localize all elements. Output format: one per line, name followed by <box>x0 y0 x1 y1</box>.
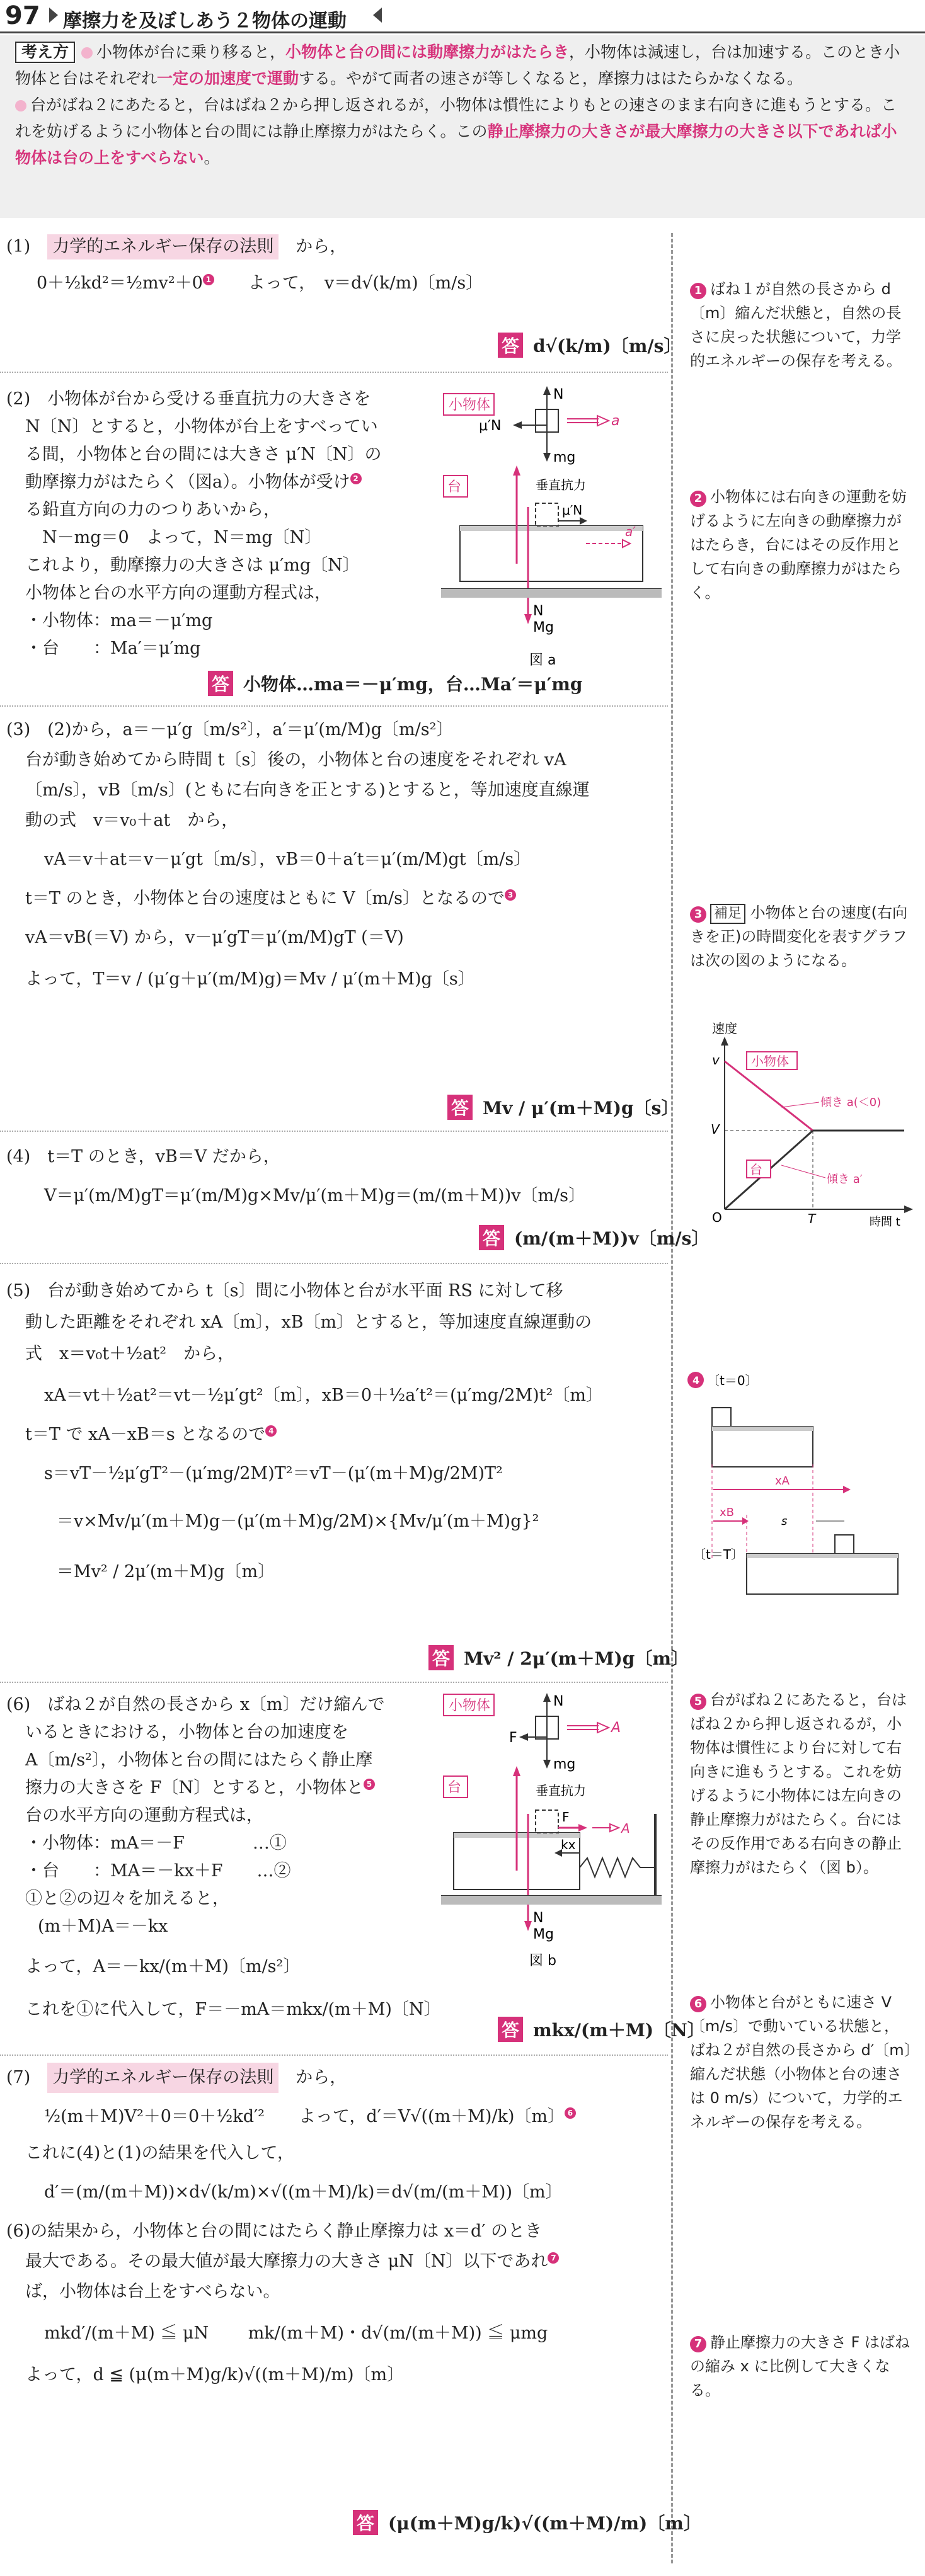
svg-text:kx: kx <box>561 1837 576 1852</box>
svg-text:N: N <box>553 1694 564 1709</box>
section-3: (3) (2)から，a＝－μ′g〔m/s²〕，a′＝μ′(m/M)g〔m/s²〕 台が動き始めてから時間 t〔s〕後の，小物体と台の速度をそれぞれ vA 〔m/s〕，vB〔m/s〕(ともに右向きを正とする)とすると，等加速度直線運 動の式 v＝v₀＋at から， vA＝v＋at＝v－μ′gt〔m/s〕，vB＝0＋a′t＝μ′(m/M)gt〔m/s〕 t＝T のとき，小物体と台の速度はともに V〔m/s〕となるので 3 vA＝vB(＝V) から，v－μ′gT＝μ′(m/M)gT (＝V) よって，T＝v / (μ′g＋μ′(m/M)g)＝Mv / μ′(m＋M)g〔s〕 <box>6 720 590 989</box>
law-label: 力学的エネルギー保存の法則 <box>47 234 279 259</box>
section-7: (7) 力学的エネルギー保存の法則 から， ½(m＋M)V²＋0＝0＋½kd′² よって，d′＝V√((m＋M)/k)〔m〕 6 これに(4)と(1)の結果を代入して， d′＝(m/(m＋M))×d√(k/m)×√((m＋M)/k)＝d√(m/(m＋M))〔m〕 (6)の結果から，小物体と台の間にはたらく静止摩擦力は x＝d′ のとき 最大である。その最大値が最大摩擦力の大きさ μN〔N〕以下であれ 7 ば，小物体は台上をすべらない。 mkd′/(m＋M) ≦ μN mk/(m＋M)・d√(m/(m＋M)) ≦ μmg よって，d ≦ (μ(m＋M)g/k)√((m＋M)/m)〔m〕 <box>6 2063 576 2390</box>
svg-text:F: F <box>562 1809 570 1825</box>
column-divider <box>671 233 673 2563</box>
energy-equation: 0＋½kd²＝½mv²＋0 <box>37 273 203 293</box>
svg-text:小物体: 小物体 <box>751 1054 789 1069</box>
answer-2: 答 小物体…ma＝－μ′mg，台…Ma′＝μ′mg <box>208 671 582 696</box>
answer-6: 答 mkx/(m＋M)〔N〕 <box>498 2017 705 2042</box>
svg-text:速度: 速度 <box>712 1021 737 1036</box>
problem-header <box>0 0 925 33</box>
separator <box>0 372 668 373</box>
problem-title: 摩擦力を及ぼしあう２物体の運動 <box>63 10 347 32</box>
svg-text:N: N <box>533 1910 544 1926</box>
law-label: 力学的エネルギー保存の法則 <box>47 2063 279 2093</box>
svg-text:台: 台 <box>447 479 462 495</box>
svg-text:傾き a′: 傾き a′ <box>827 1173 863 1186</box>
svg-text:O: O <box>712 1210 722 1225</box>
answer-4: 答 (m/(m＋M))v〔m/s〕 <box>479 1225 709 1250</box>
svg-text:N: N <box>553 387 564 402</box>
section-5: (5) 台が動き始めてから t〔s〕間に小物体と台が水平面 RS に対して移 動した距離をそれぞれ xA〔m〕，xB〔m〕とすると，等加速度直線運動の 式 x＝v₀t＋½at² から， xA＝vt＋½at²＝vt－½μ′gt²〔m〕，xB＝0＋½a′t²＝(μ′mg/2M)t²〔m〕 t＝T で xA－xB＝s となるので 4 s＝vT－½μ′gT²－(μ′mg/2M)T²＝vT－(μ′(m＋M)g/2M)T² ＝v×Mv/μ′(m＋M)g－(μ′(m＋M)g/2M)×{Mv/μ′(m＋M)g}² ＝Mv² / 2μ′(m＋M)g〔m〕 <box>6 1281 603 1582</box>
bullet-icon <box>15 100 26 111</box>
svg-text:垂直抗力: 垂直抗力 <box>536 1783 586 1798</box>
svg-text:A: A <box>621 1821 630 1836</box>
separator <box>0 1263 668 1264</box>
problem-number: 97 <box>5 1 40 30</box>
svg-text:mg: mg <box>553 1757 576 1772</box>
object-velocity-line <box>725 1061 813 1131</box>
section-6: (6) ばね２が自然の長さから x〔m〕だけ縮んで いるときにおける，小物体と台の加速度を A〔m/s²〕，小物体と台の間にはたらく静止摩 擦力の大きさを F〔N〕とすると，小物体と 5 台の水平方向の運動方程式は， ・小物体：mA＝－F …① ・台 ：MA＝－kx＋F …② ①と②の辺々を加えると， (m＋M)A＝－kx よって，A＝－kx/(m＋M)〔m/s²〕 これを①に代入して，F＝－mA＝mkx/(m＋M)〔N〕 <box>6 1695 441 2019</box>
note-ref-7: 7 <box>548 2252 559 2264</box>
svg-text:N: N <box>533 603 544 619</box>
svg-text:A: A <box>611 1720 621 1736</box>
svg-text:4: 4 <box>692 1374 700 1386</box>
note-3: 3 補足 小物体と台の速度(右向きを正)の時間変化を表すグラフは次の図のようになる。 <box>690 904 908 969</box>
separator <box>0 2055 668 2056</box>
note-7: 7 静止摩擦力の大きさ F はばねの縮み x に比例して大きくなる。 <box>690 2334 911 2399</box>
note-ref-4: 4 <box>265 1425 277 1437</box>
note-ref-5: 5 <box>364 1779 375 1790</box>
note-ref-3: 3 <box>505 889 516 901</box>
svg-text:a′: a′ <box>625 524 636 539</box>
triangle-right-icon <box>49 8 58 23</box>
approach-paragraph-1: 考え方 小物体が台に乗り移ると，小物体と台の間には動摩擦力がはたらき，小物体は減速し，台は加速する。このとき小物体と台はそれぞれ一定の加速度で運動する。やがて両者の速さが等しくなると，摩擦力ははたらかなくなる。 <box>15 43 900 88</box>
triangle-left-icon <box>373 8 382 23</box>
velocity-time-graph <box>687 1020 920 1228</box>
svg-text:a: a <box>611 413 620 429</box>
svg-text:小物体: 小物体 <box>449 397 491 413</box>
svg-text:Mg: Mg <box>533 620 554 635</box>
approach-paragraph-2: 台がばね２にあたると，台はばね２から押し返されるが，小物体は慣性によりもとの速さのまま右向きに進もうとする。これを妨げるように小物体と台の間には静止摩擦力がはたらく。この静止摩擦力の大きさが最大摩擦力の大きさ以下であれば小物体は台の上をすべらない。 <box>15 96 897 167</box>
note-ref-1: 1 <box>203 274 214 285</box>
bullet-icon <box>81 47 93 59</box>
svg-text:時間 t: 時間 t <box>870 1216 900 1228</box>
svg-text:〔t＝0〕: 〔t＝0〕 <box>707 1373 758 1388</box>
note-5: 5 台がばね２にあたると，台はばね２から押し返されるが，小物体は慣性により台に対して右向きに進もうとする。これを妨げるように小物体には左向きの静止摩擦力がはたらく。台にはその反作用である右向きの静止摩擦力がはたらく（図 b）。 <box>690 1691 907 1876</box>
answer-1: 答 d√(k/m)〔m/s〕 <box>498 333 681 358</box>
spring-icon <box>580 1858 655 1877</box>
svg-text:Mg: Mg <box>533 1927 554 1942</box>
svg-text:台: 台 <box>447 1780 462 1796</box>
note-2: 2 小物体には右向きの運動を妨げるように左向きの動摩擦力がはたらき，台にはその反作用として右向きの動摩擦力がはたらく。 <box>690 488 907 601</box>
svg-text:v: v <box>712 1052 720 1068</box>
section-4: (4) t＝T のとき，vB＝V だから， V＝μ′(m/M)gT＝μ′(m/M)g×Mv/μ′(m＋M)g＝(m/(m＋M))v〔m/s〕 <box>6 1147 586 1205</box>
note-1: 1 ばね１が自然の長さから d〔m〕縮んだ状態と，自然の長さに戻った状態について，力学的エネルギーの保存を考える。 <box>690 280 902 370</box>
svg-text:s: s <box>781 1515 788 1528</box>
svg-text:V: V <box>711 1122 720 1137</box>
svg-text:F: F <box>509 1730 517 1746</box>
svg-text:図 a: 図 a <box>529 653 556 668</box>
svg-text:T: T <box>808 1211 816 1226</box>
svg-text:垂直抗力: 垂直抗力 <box>536 477 586 493</box>
note-6: 6 小物体と台がともに速さ V〔m/s〕で動いている状態と，ばね２が自然の長さから d′〔m〕縮んだ状態（小物体と台の速さは 0 m/s）について，力学的エネルギーの保存を考える。 <box>690 1993 912 2131</box>
svg-text:図 b: 図 b <box>529 1953 556 1969</box>
section-2: (2) 小物体が台から受ける垂直抗力の大きさを N〔N〕とすると，小物体が台上をすべってい る間，小物体と台の間には大きさ μ′N〔N〕の 動摩擦力がはたらく（図a）。小物体が受け 2 る鉛直方向の力のつりあいから， N－mg＝0 よって，N＝mg〔N〕 これより，動摩擦力の大きさは μ′mg〔N〕 小物体と台の水平方向の運動方程式は， ・小物体：ma＝－μ′mg ・台 ：Ma′＝μ′mg <box>6 389 382 658</box>
separator <box>0 1131 668 1132</box>
section-1: (1) 力学的エネルギー保存の法則 から， 0＋½kd²＝½mv²＋0 1 よって， v＝d√(k/m)〔m/s〕 <box>6 234 483 296</box>
approach-box <box>0 35 925 218</box>
answer-3: 答 Mv / μ′(m＋M)g〔s〕 <box>447 1095 679 1120</box>
svg-text:mg: mg <box>553 450 576 465</box>
note-ref-2: 2 <box>350 473 362 484</box>
note-4-figure <box>687 1370 920 1634</box>
answer-7: 答 (μ(m＋M)g/k)√((m＋M)/m)〔m〕 <box>353 2510 701 2535</box>
svg-text:μ′N: μ′N <box>479 418 502 434</box>
figure-b <box>441 1688 668 1978</box>
svg-text:台: 台 <box>750 1162 762 1177</box>
svg-text:xA: xA <box>775 1474 790 1488</box>
svg-text:xB: xB <box>720 1506 735 1519</box>
svg-text:傾き a(＜0): 傾き a(＜0) <box>820 1096 882 1109</box>
note-ref-6: 6 <box>565 2107 576 2119</box>
approach-tag: 考え方 <box>15 42 75 63</box>
svg-text:小物体: 小物体 <box>449 1698 491 1714</box>
svg-text:〔t＝T〕: 〔t＝T〕 <box>693 1547 744 1562</box>
separator <box>0 705 668 707</box>
answer-5: 答 Mv² / 2μ′(m＋M)g〔m〕 <box>428 1645 689 1670</box>
svg-text:μ′N: μ′N <box>562 503 583 518</box>
figure-a <box>441 381 668 677</box>
platform-box <box>460 526 643 581</box>
separator <box>0 1682 668 1683</box>
